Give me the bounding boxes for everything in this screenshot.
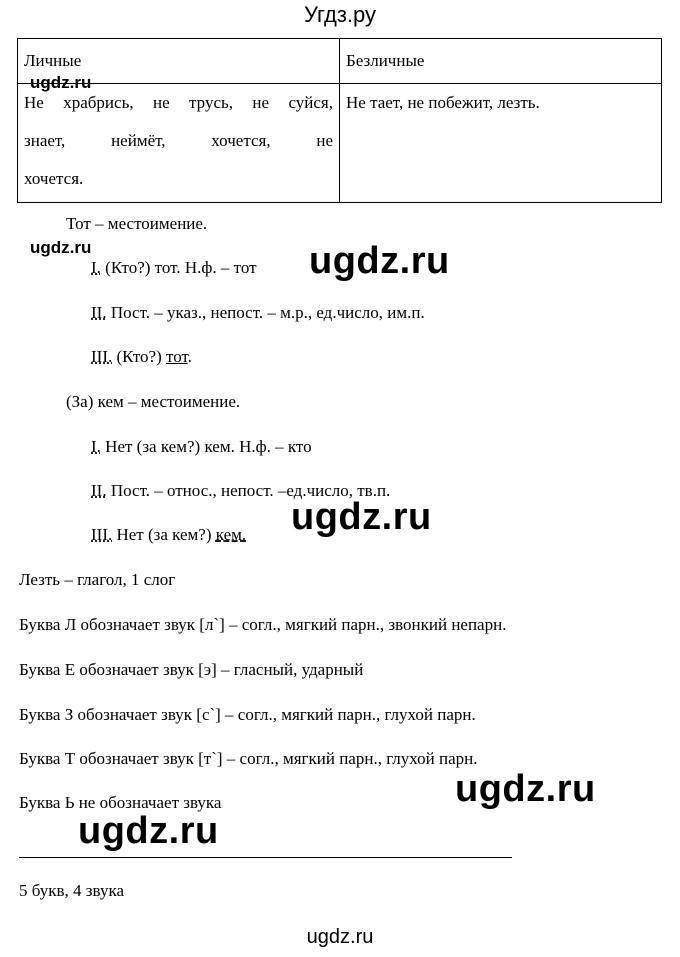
parse2-item-1 (91, 437, 312, 457)
phonetic-title: Лезть – глагол, 1 слог (19, 570, 176, 589)
roman-numeral: II. (91, 303, 107, 322)
watermark-big: ugdz.ru (309, 240, 450, 282)
phonetic-line: Буква З обозначает звук [с`] – согл., мягкий парн., глухой парн. (19, 705, 476, 724)
cell-line: знает, неймёт, хочется, не (24, 131, 333, 150)
roman-numeral: I. (91, 258, 101, 277)
roman-numeral: I. (91, 437, 101, 456)
subject-word: тот (166, 347, 188, 366)
roman-numeral: III. (91, 347, 113, 366)
site-title: Угдз.ру (303, 2, 377, 27)
item-text: (Кто?) тот. Н.ф. – тот (100, 258, 257, 277)
watermark-big: ugdz.ru (291, 496, 432, 538)
parse1-item-3 (91, 347, 192, 367)
item-text: Нет (за кем?) (112, 525, 216, 544)
table-cell-personal (18, 84, 340, 203)
item-text: Нет (за кем?) кем. Н.ф. – кто (100, 437, 312, 456)
watermark-big: ugdz.ru (78, 810, 219, 852)
item-text: Пост. – относ., непост. –ед.число, тв.п. (106, 481, 391, 500)
parse2-item-3 (91, 525, 246, 545)
parse1-item-2 (91, 303, 425, 323)
verb-table (17, 38, 662, 203)
watermark-big: ugdz.ru (455, 768, 596, 810)
parse1-item-1 (91, 258, 257, 278)
table-row (18, 84, 662, 203)
phonetic-line: Буква Е обозначает звук [э] – гласный, ударный (19, 660, 364, 679)
item-text: . (187, 347, 192, 366)
phonetic-line: Буква Т обозначает звук [т`] – согл., мягкий парн., глухой парн. (19, 749, 478, 768)
footer-watermark: ugdz.ru (306, 926, 374, 948)
item-text: Пост. – указ., непост. – м.р., ед.число, им.п. (106, 303, 425, 322)
table-header-impersonal: Безличные (340, 39, 662, 84)
roman-numeral: III. (91, 525, 113, 544)
footnote-divider (19, 857, 512, 858)
parse2-title: (За) кем – местоимение. (66, 392, 241, 411)
phonetic-line: Буква Л обозначает звук [л`] – согл., мягкий парн., звонкий непарн. (19, 615, 507, 634)
item-text: (Кто?) (112, 347, 166, 366)
parse1-title: Тот – местоимение. (66, 214, 208, 233)
cell-line: Не храбрись, не трусь, не суйся, (24, 93, 333, 112)
table-header-personal: Личные (18, 39, 340, 84)
roman-numeral: II. (91, 481, 107, 500)
object-word: кем. (215, 525, 247, 544)
watermark-small: ugdz.ru (30, 73, 92, 92)
phonetic-line: Буква Ь не обозначает звука (19, 793, 222, 812)
cell-line: хочется. (24, 169, 84, 188)
table-cell-impersonal: Не тает, не побежит, лезть. (340, 84, 662, 203)
phonetic-summary: 5 букв, 4 звука (19, 881, 124, 900)
table-header-row (18, 39, 662, 84)
watermark-small: ugdz.ru (30, 238, 92, 257)
